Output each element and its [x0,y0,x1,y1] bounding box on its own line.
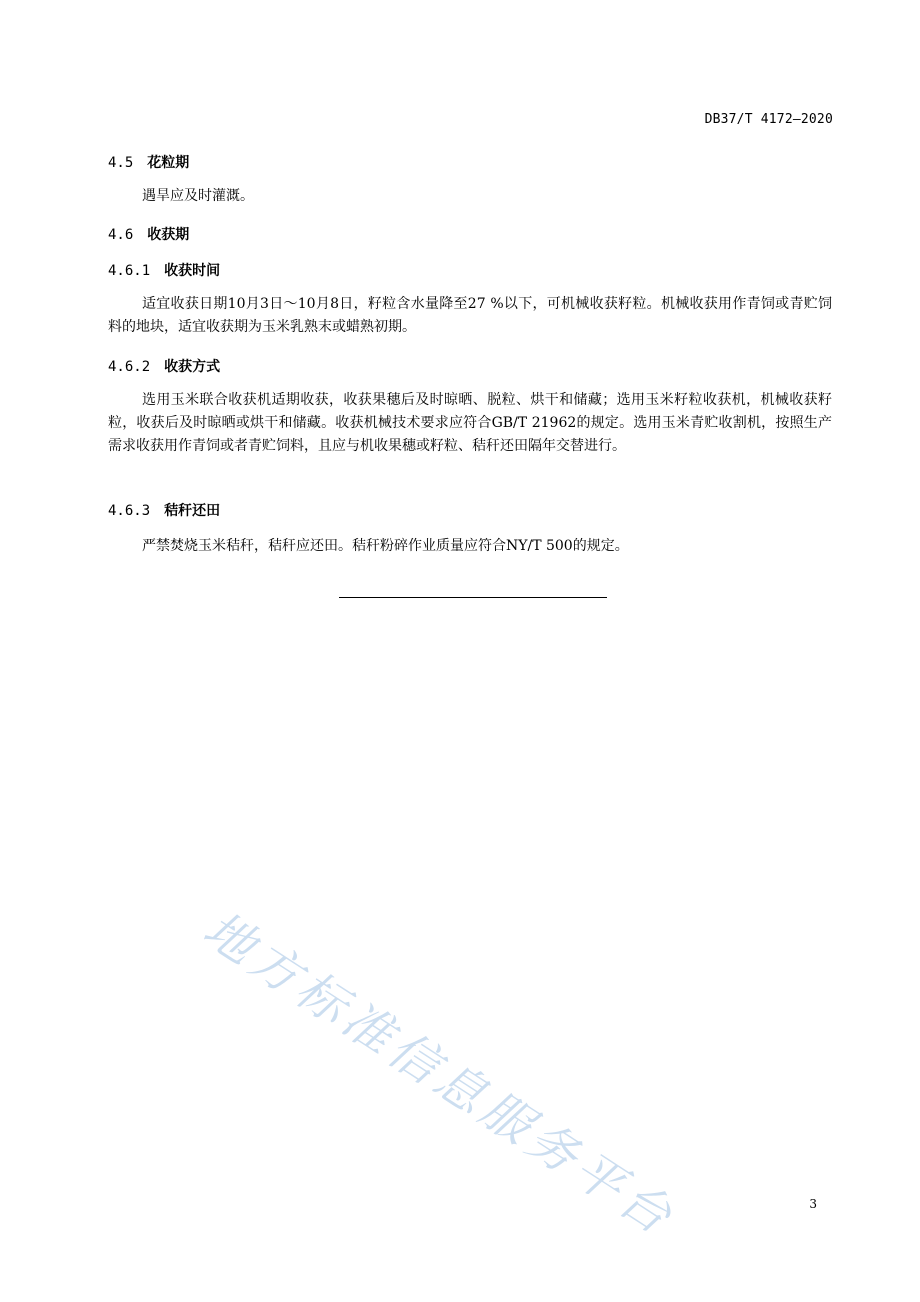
section-text-4-6-2: 选用玉米联合收获机适期收获，收获果穗后及时晾晒、脱粒、烘干和储藏；选用玉米籽粒收获机，机械收获籽粒，收获后及时晾晒或烘干和储藏。收获机械技术要求应符合GB/T 21962的规定。选用玉米青贮收割机，按照生产需求收获用作青饲或者青贮饲料，且应与机收果穗或籽粒、秸秆还田隔年交替进行。 [108,392,832,454]
section-text-4-5: 遇旱应及时灌溉。 [142,188,254,204]
section-title: 秸秆还田 [164,503,221,519]
section-heading-4-6-2 [108,356,220,376]
end-rule [339,597,607,598]
section-title: 收获时间 [164,263,221,279]
section-title: 收获期 [147,227,190,243]
section-number: 4.6.3 [108,503,151,519]
standard-code: DB37/T 4172—2020 [704,112,833,127]
section-number: 4.6 [108,227,134,243]
section-number: 4.5 [108,155,134,171]
section-text-4-6-1: 适宜收获日期10月3日～10月8日，籽粒含水量降至27 %以下，可机械收获籽粒。机械收获用作青饲或青贮饲料的地块，适宜收获期为玉米乳熟末或蜡熟初期。 [108,296,832,335]
section-number: 4.6.1 [108,263,151,279]
section-heading-4-6 [108,224,189,244]
page-number: 3 [809,1197,817,1211]
section-heading-4-6-1 [108,260,220,280]
section-title: 收获方式 [164,359,221,375]
section-heading-4-6-3 [108,500,220,520]
section-text-4-6-3: 严禁焚烧玉米秸秆，秸秆应还田。秸秆粉碎作业质量应符合NY/T 500的规定。 [142,538,629,554]
section-title: 花粒期 [147,155,190,171]
section-number: 4.6.2 [108,359,151,375]
section-heading-4-5 [108,152,189,172]
watermark: 地方标准信息服务平台 [193,900,686,1248]
